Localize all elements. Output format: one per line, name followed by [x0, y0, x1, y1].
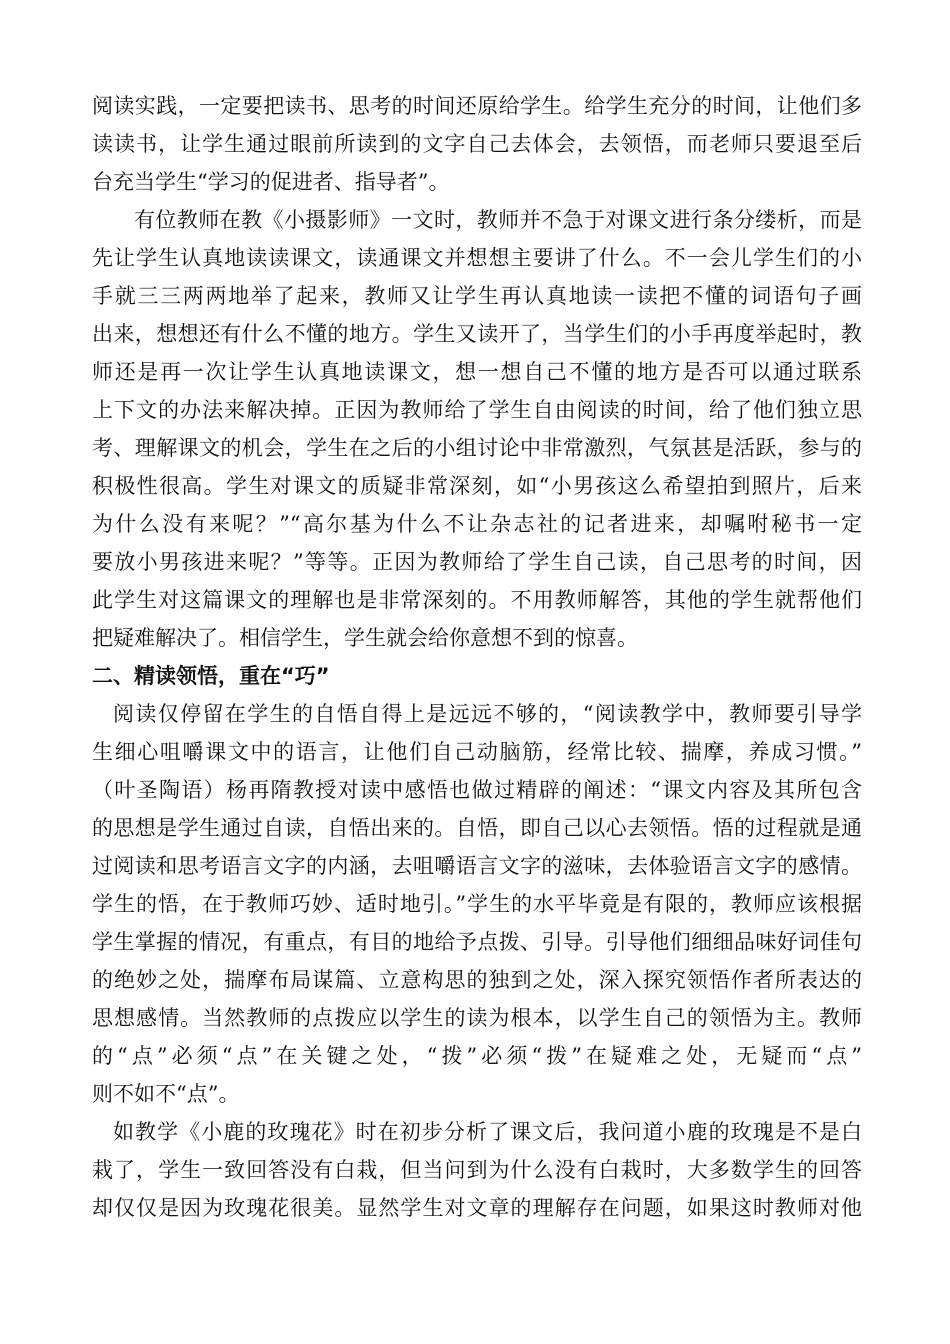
paragraph-line: 阅读实践，一定要把读书、思考的时间还原给学生。给学生充分的时间，让他们多: [92, 94, 862, 118]
paragraph-line: （叶圣陶语）杨再隋教授对读中感悟也做过精辟的阐述：“课文内容及其所包含: [92, 778, 862, 802]
paragraph-line: 生细心咀嚼课文中的语言，让他们自己动脑筋，经常比较、揣摩，养成习惯。”: [92, 740, 862, 764]
paragraph-line: 栽了，学生一致回答没有白栽，但当问到为什么没有白栽时，大多数学生的回答: [92, 1158, 862, 1182]
paragraph-line: 的思想是学生通过自读，自悟出来的。自悟，即自己以心去领悟。悟的过程就是通: [92, 816, 862, 840]
paragraph-line: 为什么没有来呢？”“高尔基为什么不让杂志社的记者进来，却嘱咐秘书一定: [92, 512, 862, 536]
paragraph-line: 手就三三两两地举了起来，教师又让学生再认真地读一读把不懂的词语句子画: [92, 284, 862, 308]
paragraph-line: 则不如不“点”。: [92, 1082, 240, 1106]
paragraph-line: 此学生对这篇课文的理解也是非常深刻的。不用教师解答，其他的学生就帮他们: [92, 588, 862, 612]
paragraph-line: 却仅仅是因为玫瑰花很美。显然学生对文章的理解存在问题，如果这时教师对他: [92, 1196, 862, 1220]
paragraph-line: 考、理解课文的机会，学生在之后的小组讨论中非常激烈，气氛甚是活跃，参与的: [92, 436, 862, 460]
paragraph-line: 把疑难解决了。相信学生，学生就会给你意想不到的惊喜。: [92, 626, 638, 650]
paragraph-line: 的绝妙之处，揣摩布局谋篇、立意构思的独到之处，深入探究领悟作者所表达的: [92, 968, 862, 992]
paragraph-line: 的“点”必须“点”在关键之处，“拨”必须“拨”在疑难之处，无疑而“点”: [92, 1044, 862, 1068]
paragraph-line: 上下文的办法来解决掉。正因为教师给了学生自由阅读的时间，给了他们独立思: [92, 398, 862, 422]
paragraph-line: 积极性很高。学生对课文的质疑非常深刻，如“小男孩这么希望拍到照片，后来: [92, 474, 862, 498]
paragraph-line: 过阅读和思考语言文字的内涵，去咀嚼语言文字的滋味，去体验语言文字的感情。: [92, 854, 862, 878]
section-heading: 二、精读领悟，重在“巧”: [92, 664, 330, 688]
paragraph-line: 先让学生认真地读读课文，读通课文并想想主要讲了什么。不一会儿学生们的小: [92, 246, 862, 270]
paragraph-line: 如教学《小鹿的玫瑰花》时在初步分析了课文后，我问道小鹿的玫瑰是不是白: [113, 1120, 862, 1144]
paragraph-line: 思想感情。当然教师的点拨应以学生的读为根本，以学生自己的领悟为主。教师: [92, 1006, 862, 1030]
paragraph-line: 学生掌握的情况，有重点，有目的地给予点拨、引导。引导他们细细品味好词佳句: [92, 930, 862, 954]
paragraph-line: 出来，想想还有什么不懂的地方。学生又读开了，当学生们的小手再度举起时，教: [92, 322, 862, 346]
paragraph-line: 台充当学生“学习的促进者、指导者”。: [92, 170, 450, 194]
paragraph-line: 有位教师在教《小摄影师》一文时，教师并不急于对课文进行条分缕析，而是: [134, 208, 862, 232]
paragraph-line: 阅读仅停留在学生的自悟自得上是远远不够的，“阅读教学中，教师要引导学: [113, 702, 862, 726]
paragraph-line: 读读书，让学生通过眼前所读到的文字自己去体会，去领悟，而老师只要退至后: [92, 132, 862, 156]
paragraph-line: 要放小男孩进来呢？”等等。正因为教师给了学生自己读，自己思考的时间，因: [92, 550, 862, 574]
paragraph-line: 师还是再一次让学生认真地读课文，想一想自己不懂的地方是否可以通过联系: [92, 360, 862, 384]
paragraph-line: 学生的悟，在于教师巧妙、适时地引。”学生的水平毕竟是有限的，教师应该根据: [92, 892, 862, 916]
